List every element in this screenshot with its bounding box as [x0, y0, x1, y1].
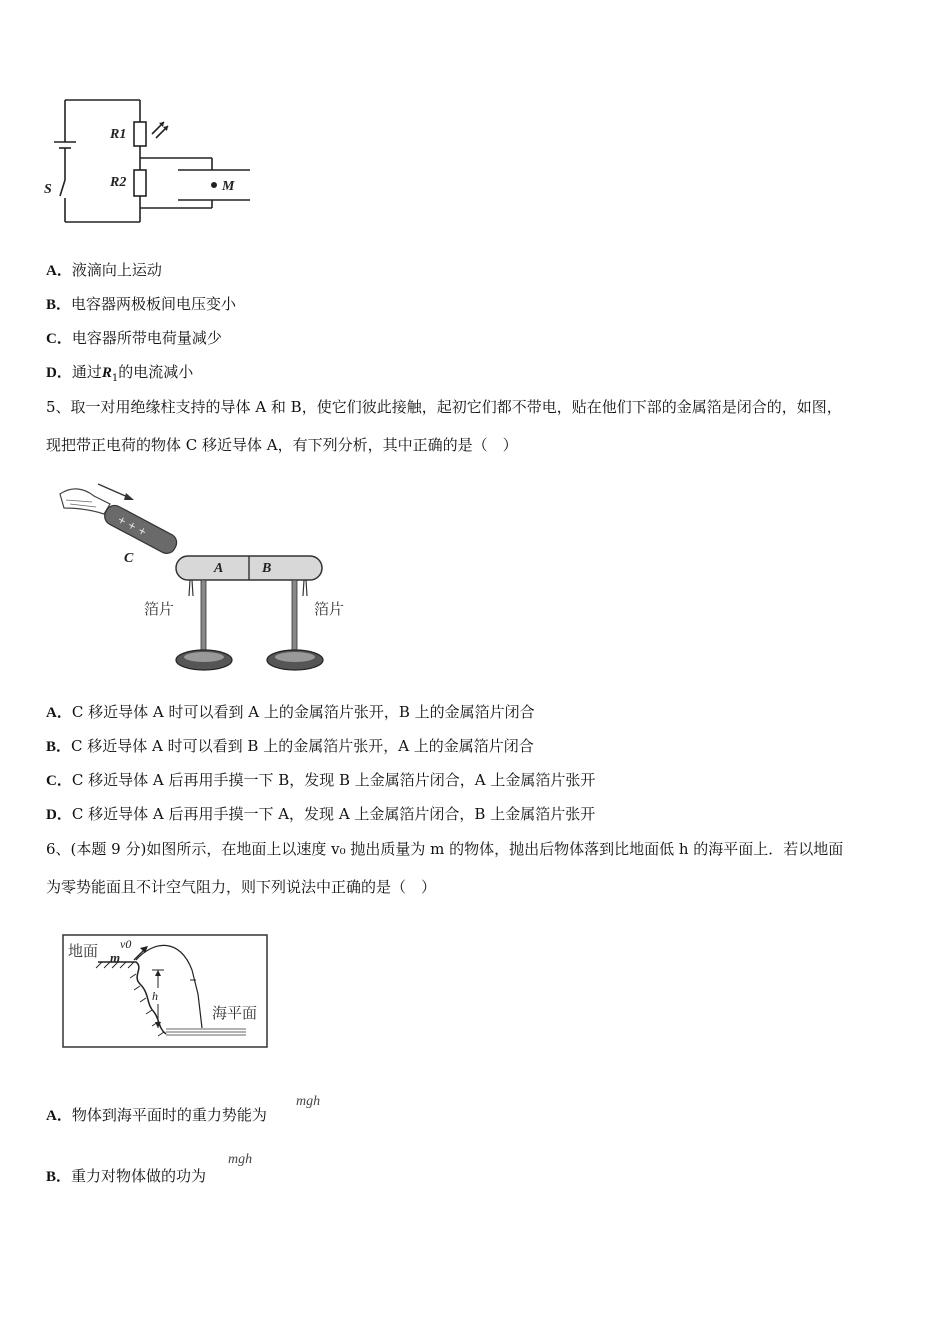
r1-label: R1	[110, 127, 127, 142]
q4-option-c: C．电容器所带电荷量减少	[46, 329, 222, 347]
q5-stem-line2: 现把带正电荷的物体 C 移近导体 A，有下列分析，其中正确的是（ ）	[46, 436, 518, 454]
q6-option-b-formula: mgh	[228, 1152, 253, 1167]
conductor-a-label: A	[214, 561, 224, 576]
q5-option-c: C．C 移近导体 A 后再用手摸一下 B，发现 B 上金属箔片闭合，A 上金属箔片张开	[46, 771, 596, 789]
q6-stem-line1: 6、(本题 9 分)如图所示，在地面上以速度 v₀ 抛出质量为 m 的物体，抛出后物体落到比地面低 h 的海平面上．若以地面	[46, 840, 844, 858]
switch-label: S	[44, 182, 52, 197]
q6-option-a: A．物体到海平面时的重力势能为	[46, 1106, 267, 1124]
svg-text:+ + +: + + +	[115, 514, 149, 539]
q4-option-d: D．通过$R_1$的电流减小	[46, 363, 194, 384]
ground-label: 地面	[68, 942, 99, 960]
q6-option-a-formula: mgh	[296, 1094, 321, 1109]
right-foil-label: 箔片	[314, 600, 345, 618]
q6-stem-line2: 为零势能面且不计空气阻力，则下列说法中正确的是（ ）	[46, 878, 437, 896]
q5-option-b: B．C 移近导体 A 时可以看到 B 上的金属箔片张开，A 上的金属箔片闭合	[46, 737, 534, 755]
height-label: h	[152, 989, 158, 1003]
q6-option-b: B．重力对物体做的功为	[46, 1167, 207, 1185]
circuit-figure	[40, 92, 255, 232]
sea-label: 海平面	[212, 1004, 258, 1022]
q5-option-a: A．C 移近导体 A 时可以看到 A 上的金属箔片张开，B 上的金属箔片闭合	[46, 703, 535, 721]
mass-label: m	[110, 950, 121, 965]
q5-option-d: D．C 移近导体 A 后再用手摸一下 A，发现 A 上金属箔片闭合，B 上金属箔片张开	[46, 805, 596, 823]
q4-option-b: B．电容器两极板间电压变小	[46, 295, 237, 313]
conductor-figure	[52, 474, 362, 684]
conductor-b-label: B	[262, 561, 272, 576]
drop-label: M	[222, 179, 235, 194]
r2-label: R2	[110, 175, 127, 190]
left-foil-label: 箔片	[144, 600, 175, 618]
q4-option-a: A．液滴向上运动	[46, 261, 162, 279]
q5-stem-line1: 5、取一对用绝缘柱支持的导体 A 和 B，使它们彼此接触，起初它们都不带电，贴在他们下部的金属箔是闭合的，如图，	[46, 398, 842, 416]
rod-c-label: C	[124, 551, 134, 566]
cliff-figure	[62, 934, 268, 1048]
v0-label: v0	[120, 937, 132, 951]
